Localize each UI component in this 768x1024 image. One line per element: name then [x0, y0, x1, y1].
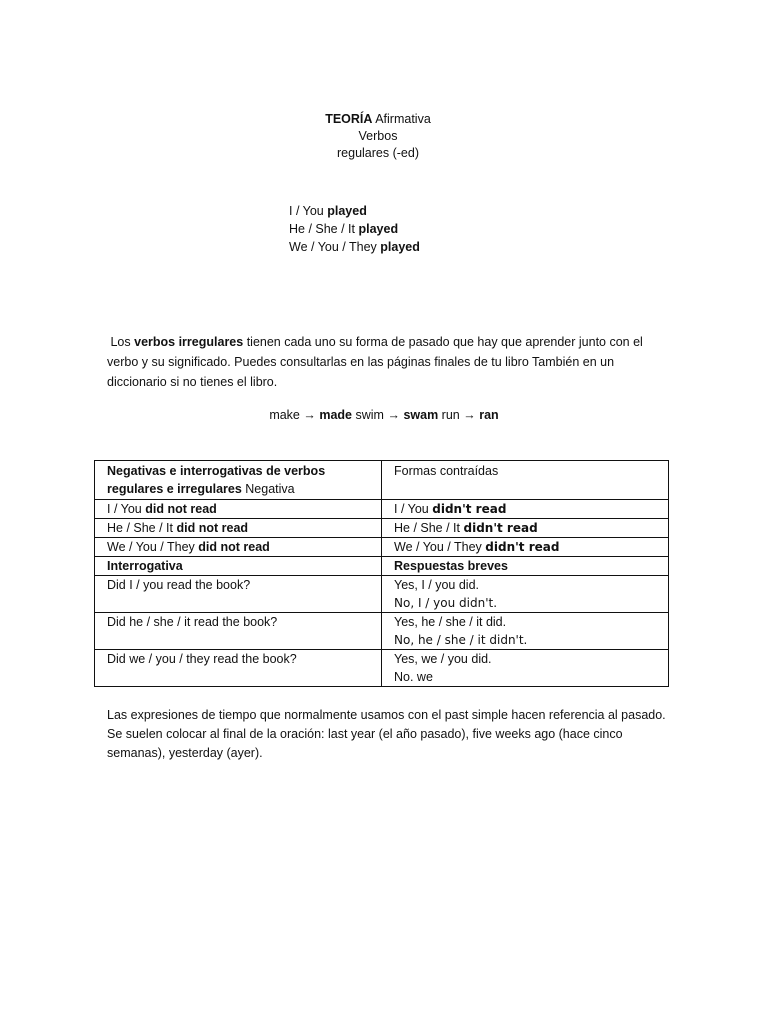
table-row: Did I / you read the book? Yes, I / you did. No, I / you didn't.: [95, 576, 669, 613]
table-row: I / You did not read I / You didn't read: [95, 500, 669, 519]
irregular-verbs-paragraph: Los verbos irregulares tienen cada uno su forma de pasado que hay que aprender junto con el verbo y su significado. Puedes consultarlas en las páginas finales de tu libro También en un diccionario si no tienes el libro.: [107, 335, 643, 389]
conjugation-row: He / She / It played: [289, 222, 399, 236]
conjugation-row: I / You played: [289, 204, 367, 218]
table-row: He / She / It did not read He / She / It didn't read: [95, 519, 669, 538]
title-block: [0, 111, 756, 162]
example-item: make → made: [269, 408, 353, 422]
title-line-3: regulares (-ed): [337, 146, 419, 160]
table-row: We / You / They did not read We / You / They didn't read: [95, 538, 669, 557]
title-line-2: Verbos: [358, 129, 398, 143]
irregular-examples: [0, 406, 768, 424]
irregular-verbs-term: verbos irregulares: [134, 335, 244, 349]
example-item: swim → swam: [355, 408, 439, 422]
title-bold: TEORÍA: [325, 112, 373, 126]
title-rest: Afirmativa: [375, 112, 431, 126]
table-row: Did we / you / they read the book? Yes, we / you did. No. we: [95, 650, 669, 687]
negative-interrogative-table: [94, 460, 669, 687]
table-header-row: Negativas e interrogativas de verbos regulares e irregulares Negativa Formas contraídas: [95, 461, 669, 500]
table-subheader-row: Interrogativa Respuestas breves: [95, 557, 669, 576]
time-expressions-paragraph: Las expresiones de tiempo que normalmente usamos con el past simple hacen referencia al pasado. Se suelen colocar al final de la oración: last year (el año pasado), five weeks ago (hace cinco semanas), yesterday (ayer).: [107, 708, 666, 760]
table-row: Did he / she / it read the book? Yes, he / she / it did. No, he / she / it didn't.: [95, 613, 669, 650]
example-item: run → ran: [441, 408, 499, 422]
title-line-1: [0, 111, 756, 128]
conjugation-list: [289, 202, 420, 256]
conjugation-row: We / You / They played: [289, 240, 420, 254]
